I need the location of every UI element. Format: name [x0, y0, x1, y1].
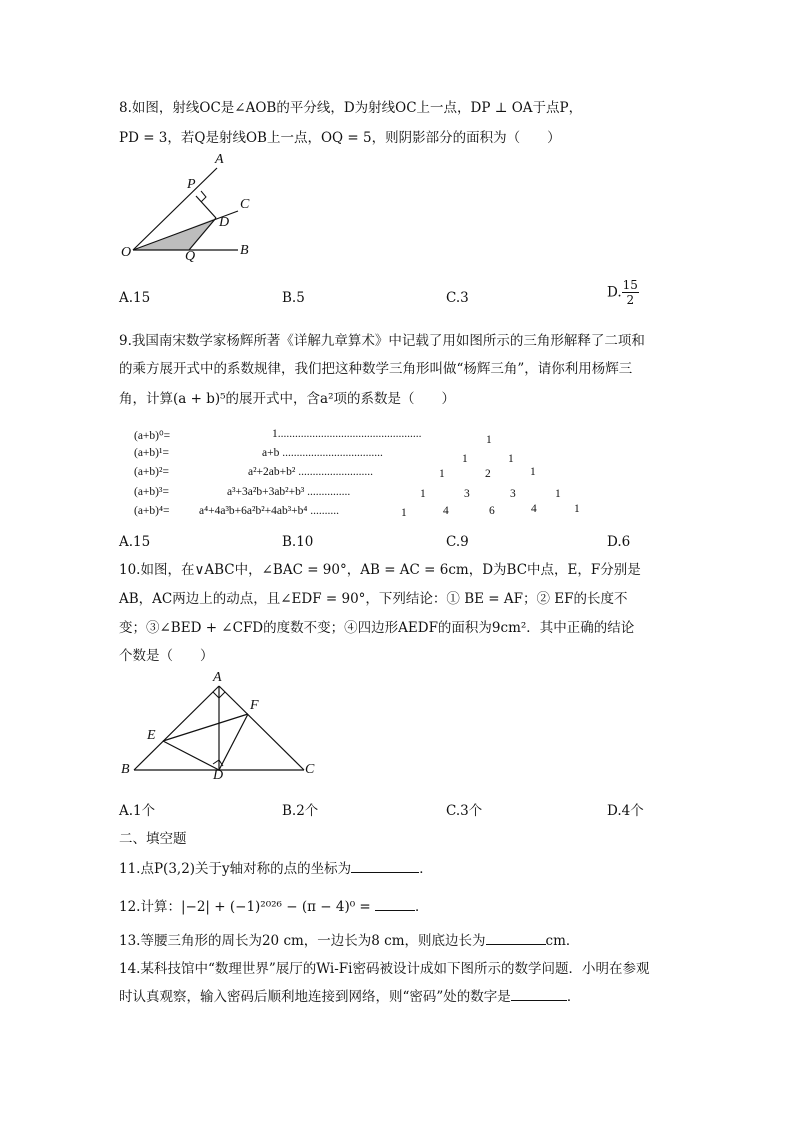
q9-option-b: B.10 — [282, 534, 314, 550]
q14-line-1: 14.某科技馆中“数理世界”展厅的Wi-Fi密码被设计成如下图所示的数学问题．小明在参观 — [119, 961, 650, 977]
yh-row-4-coeff: 1 — [574, 503, 580, 515]
yh-row-0-expr: 1.................................................. — [272, 428, 422, 440]
yh-row-4-coeff: 6 — [489, 505, 495, 517]
yh-row-3-expr: a³+3a²b+3ab²+b³ ............... — [227, 486, 351, 498]
q9-option-c: C.9 — [446, 534, 469, 550]
yh-row-4-left: (a+b)⁴= — [134, 505, 170, 517]
q14-line-2 — [119, 985, 580, 1005]
q9-option-a: A.15 — [119, 534, 151, 550]
yh-row-4-coeff: 4 — [443, 505, 449, 517]
q10-side-ac — [219, 686, 304, 770]
yh-row-0-coeff: 1 — [486, 434, 492, 446]
yh-row-0-left: (a+b)⁰= — [134, 430, 171, 442]
q10-option-b: B.2个 — [282, 803, 319, 819]
yh-row-4-coeff: 4 — [531, 503, 537, 515]
q12 — [119, 895, 429, 915]
q8-line-1: 8.如图，射线OC是∠AOB的平分线，D为射线OC上一点，DP ⊥ OA于点P， — [119, 100, 583, 116]
q11-text: 11.点P(3,2)关于y轴对称的点的坐标为 — [119, 861, 352, 877]
q12-text: 12.计算：|−2| + (−1)²⁰²⁶ − (π − 4)⁰ = — [119, 899, 376, 915]
q11 — [119, 857, 433, 877]
q10-figure — [120, 670, 320, 780]
q8-label-o: O — [121, 245, 132, 260]
section-heading: 二、填空题 — [119, 831, 187, 847]
q11-end: ． — [419, 861, 433, 877]
q8-label-d: D — [219, 215, 230, 230]
q12-answer-blank[interactable] — [375, 898, 415, 911]
yh-row-3-coeff: 3 — [464, 488, 470, 500]
q8-label-a: A — [215, 152, 224, 167]
q8-option-d-prefix: D. — [607, 284, 622, 301]
q10-line-3: 变；③∠BED + ∠CFD的度数不变；④四边形AEDF的面积为9cm²．其中正确的结论 — [119, 620, 635, 636]
q8-label-q: Q — [185, 249, 196, 264]
q10-segment-ef — [163, 714, 248, 741]
q10-option-a: A.1个 — [119, 803, 156, 819]
q10-option-d: D.4个 — [607, 803, 644, 819]
q8-option-c: C.3 — [446, 290, 469, 306]
q10-segment-ed — [163, 741, 219, 770]
q14-end: ． — [566, 989, 581, 1005]
q10-label-e: E — [147, 728, 156, 743]
q14-line-2-text: 时认真观察，输入密码后顺利地连接到网络，则“密码”处的数字是 — [119, 989, 511, 1005]
q9-line-2: 的乘方展开式中的系数规律，我们把这种数学三角形叫做“杨辉三角”，请你利用杨辉三 — [119, 361, 633, 377]
q8-option-d-denominator: 2 — [626, 293, 635, 307]
q9-line-3: 角，计算(a + b)⁵的展开式中，含a²项的系数是（ ） — [119, 391, 455, 407]
yh-row-3-left: (a+b)³= — [134, 486, 169, 498]
yh-row-2-expr: a²+2ab+b² .......................... — [248, 466, 373, 478]
yh-row-3-coeff: 3 — [510, 488, 516, 500]
q13-text: 13.等腰三角形的周长为20 cm，一边长为8 cm，则底边长为 — [119, 933, 486, 949]
q10-option-c: C.3个 — [446, 803, 483, 819]
yh-row-4-expr: a⁴+4a³b+6a²b²+4ab³+b⁴ .......... — [199, 505, 340, 517]
yh-row-2-coeff: 1 — [439, 468, 445, 480]
q13-end: cm． — [545, 933, 580, 949]
yh-row-1-left: (a+b)¹= — [134, 447, 169, 459]
yh-row-3-coeff: 1 — [420, 488, 426, 500]
yh-row-1-expr: a+b ................................... — [262, 447, 383, 459]
q10-line-1: 10.如图，在∨ABC中，∠BAC = 90°，AB = AC = 6cm，D为BC中点，E，F分别是 — [119, 562, 641, 578]
q8-segment-pd — [196, 196, 216, 218]
yh-row-3-coeff: 1 — [555, 488, 561, 500]
q8-right-angle-mark — [201, 191, 206, 202]
yh-row-2-coeff: 2 — [485, 468, 491, 480]
q10-line-2: AB，AC两边上的动点，且∠EDF = 90°，下列结论：① BE = AF；② EF的长度不 — [119, 591, 628, 607]
yh-row-2-left: (a+b)²= — [134, 466, 169, 478]
q10-label-d: D — [213, 768, 224, 783]
q8-label-b: B — [240, 243, 249, 258]
q10-label-b: B — [121, 762, 130, 777]
q8-option-b: B.5 — [282, 290, 305, 306]
q10-label-a: A — [213, 670, 222, 685]
q8-line-2: PD = 3，若Q是射线OB上一点，OQ = 5，则阴影部分的面积为（ ） — [119, 130, 561, 146]
q13 — [119, 929, 579, 949]
q8-option-d-numerator: 15 — [622, 278, 638, 292]
q8-option-d — [607, 278, 639, 307]
q10-line-4: 个数是（ ） — [119, 648, 214, 664]
yh-row-1-coeff: 1 — [508, 453, 514, 465]
q9-option-d: D.6 — [607, 534, 631, 550]
q8-option-d-fraction — [622, 278, 639, 307]
q9-line-1: 9.我国南宋数学家杨辉所著《详解九章算术》中记载了用如图所示的三角形解释了二项和 — [119, 333, 645, 349]
q11-answer-blank[interactable] — [351, 860, 419, 873]
q8-label-c: C — [240, 197, 250, 212]
q10-label-f: F — [250, 698, 259, 713]
yh-row-1-coeff: 1 — [462, 453, 468, 465]
yh-row-2-coeff: 1 — [530, 466, 536, 478]
q14-answer-blank[interactable] — [511, 988, 567, 1001]
q12-end: ． — [415, 899, 429, 915]
q8-option-a: A.15 — [119, 290, 151, 306]
q13-answer-blank[interactable] — [486, 932, 546, 945]
q10-label-c: C — [305, 762, 315, 777]
q8-label-p: P — [187, 177, 196, 192]
yh-row-4-coeff: 1 — [401, 507, 407, 519]
